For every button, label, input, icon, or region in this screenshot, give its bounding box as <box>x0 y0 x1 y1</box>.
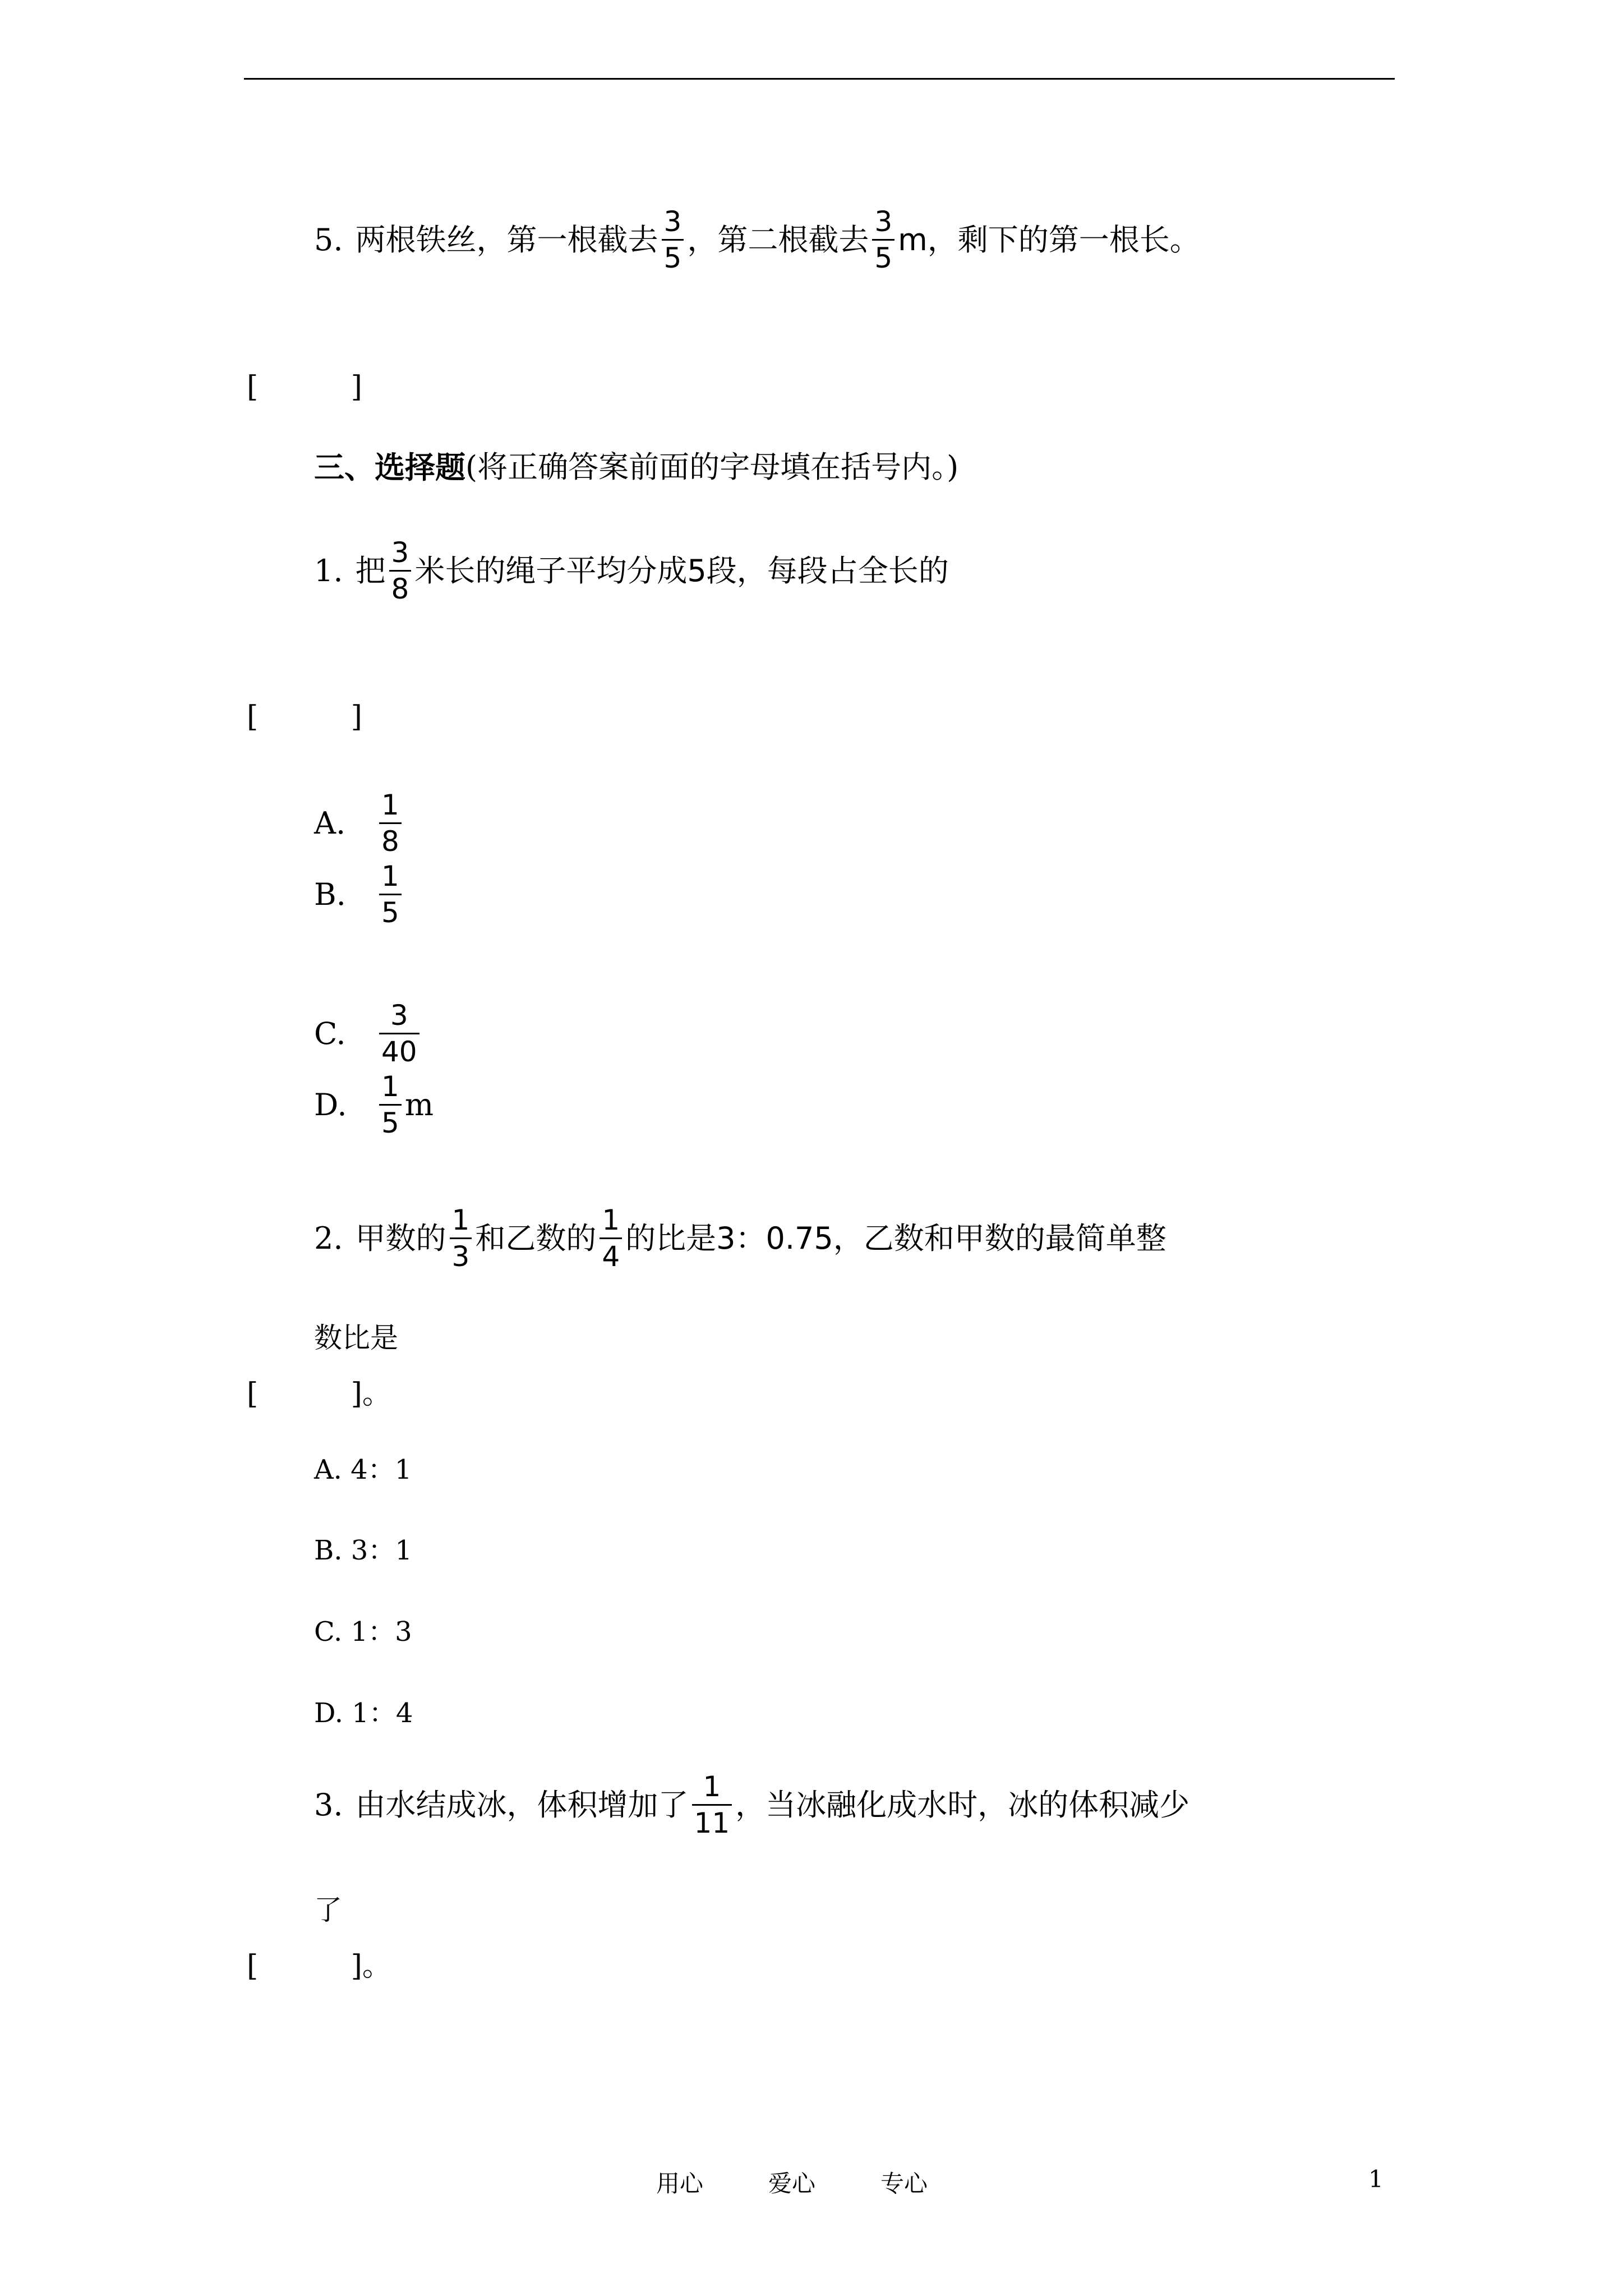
section-note: (将正确答案前面的字母填在括号内。) <box>465 449 959 485</box>
fraction-denominator: 11 <box>694 1807 730 1839</box>
question-5 <box>314 205 1200 274</box>
question-text: 把 <box>355 553 386 588</box>
footer-motto-2: 爱心 <box>768 2170 816 2197</box>
question-text: m，剩下的第一根长。 <box>898 222 1200 257</box>
question-number: 1. <box>314 553 343 588</box>
question-text: 两根铁丝，第一根截去 <box>355 222 658 257</box>
fraction-denominator: 5 <box>874 242 893 274</box>
fraction <box>379 1001 419 1066</box>
answer-bracket: [ ] <box>247 370 362 404</box>
option-a: A. 4：1 <box>314 1454 412 1485</box>
fraction <box>389 536 412 605</box>
fraction <box>692 1770 732 1839</box>
section-heading <box>314 449 959 485</box>
answer-bracket: [ ] <box>247 700 362 734</box>
fraction-numerator: 1 <box>703 1770 721 1803</box>
fraction-numerator: 3 <box>390 999 408 1032</box>
page-number: 1 <box>1368 2165 1384 2193</box>
footer-motto-1: 用心 <box>656 2170 704 2197</box>
fraction <box>379 862 402 927</box>
option-c: C. 1：3 <box>314 1616 412 1648</box>
question-continuation: 了 <box>314 1894 342 1926</box>
question-text: 由水结成冰，体积增加了 <box>355 1787 689 1823</box>
fraction-denominator: 8 <box>391 573 409 605</box>
question-text: ，当冰融化成水时，冰的体积减少 <box>735 1787 1190 1823</box>
fraction-denominator: 8 <box>381 825 399 858</box>
question-text: ，第二根截去 <box>687 222 869 257</box>
fraction-numerator: 1 <box>381 789 399 821</box>
question-continuation: 数比是 <box>314 1322 398 1354</box>
fraction-numerator: 1 <box>381 860 399 892</box>
question-number: 3. <box>314 1787 343 1823</box>
question-text: 米长的绳子平均分成5段，每段占全长的 <box>414 553 949 588</box>
option-b <box>314 862 405 927</box>
answer-bracket: [ ]。 <box>247 1949 391 1983</box>
fraction <box>450 1206 472 1271</box>
option-d: D. 1：4 <box>314 1697 413 1729</box>
fraction-numerator: 3 <box>874 205 893 238</box>
fraction-denominator: 3 <box>451 1240 470 1273</box>
option-c <box>314 1001 423 1066</box>
fraction-denominator: 5 <box>663 242 682 274</box>
question-text: 甲数的 <box>355 1220 446 1256</box>
question-text: 和乙数的 <box>475 1220 597 1256</box>
fraction-numerator: 3 <box>663 205 682 238</box>
question-number: 5. <box>314 222 343 257</box>
section-title: 三、选择题 <box>314 449 465 485</box>
question-text: 的比是3：0.75，乙数和甲数的最简单整 <box>625 1220 1166 1256</box>
fraction-numerator: 3 <box>391 536 409 569</box>
fraction <box>872 205 895 274</box>
question-number: 2. <box>314 1220 343 1256</box>
fraction <box>379 789 402 858</box>
fraction-denominator: 5 <box>381 896 399 929</box>
fraction-denominator: 5 <box>381 1107 399 1139</box>
option-a <box>314 789 405 858</box>
option-label: C. <box>314 1015 346 1051</box>
option-unit: m <box>404 1087 434 1122</box>
footer-motto-3: 专心 <box>880 2170 928 2197</box>
choice-question-3 <box>314 1770 1190 1839</box>
header-rule <box>244 78 1395 80</box>
fraction-numerator: 1 <box>602 1204 620 1236</box>
option-label: B. <box>314 876 346 912</box>
fraction-denominator: 40 <box>381 1036 417 1068</box>
option-label: A. <box>314 805 346 841</box>
fraction-numerator: 1 <box>381 1070 399 1103</box>
fraction <box>600 1206 622 1271</box>
choice-question-2 <box>314 1206 1166 1271</box>
fraction <box>379 1070 402 1139</box>
option-b: B. 3：1 <box>314 1535 412 1566</box>
fraction-numerator: 1 <box>451 1204 470 1236</box>
fraction <box>662 205 684 274</box>
answer-bracket: [ ]。 <box>247 1377 391 1411</box>
option-label: D. <box>314 1087 347 1122</box>
choice-question-1 <box>314 536 949 605</box>
option-d <box>314 1070 434 1139</box>
fraction-denominator: 4 <box>602 1240 620 1273</box>
